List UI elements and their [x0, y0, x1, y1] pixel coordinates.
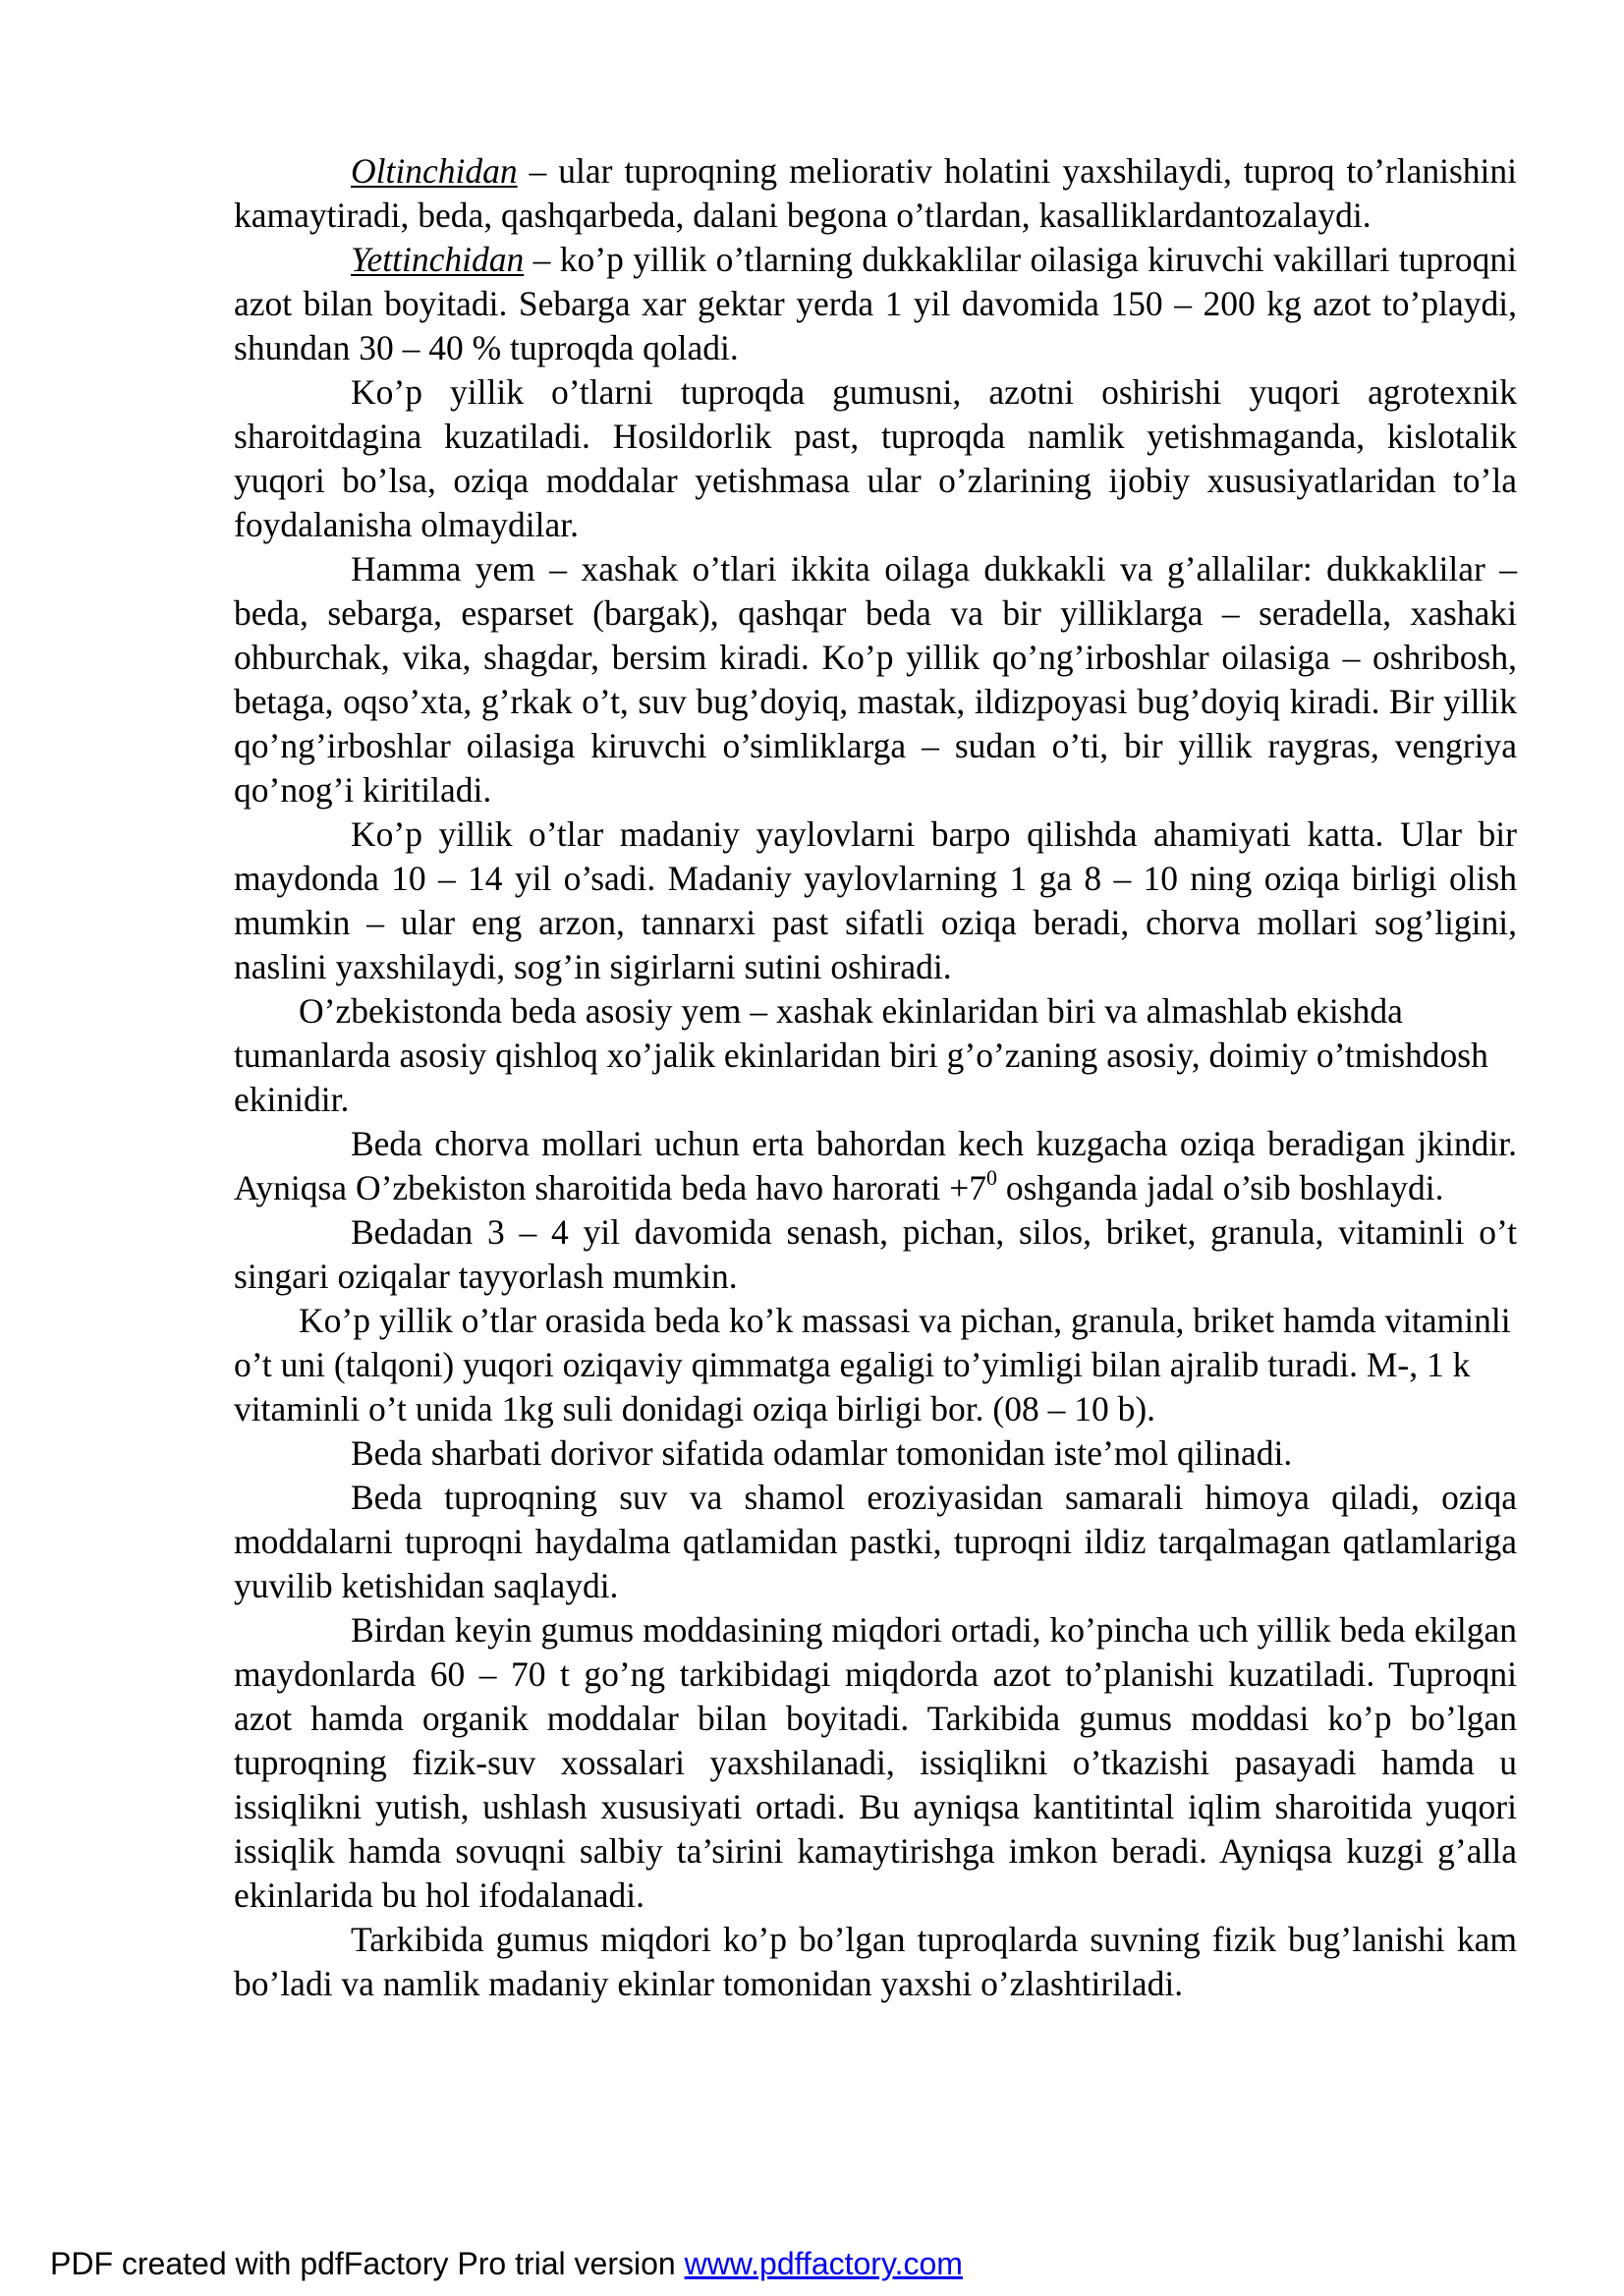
paragraph: Ko’p yillik o’tlar orasida beda ko’k massasi va pichan, granula, briket hamda vitaminli o’t uni (talqoni) yuqori oziqaviy qimmatga egaligi to’yimligi bilan ajralib turadi. M-, 1 k vitaminli o’t unida 1kg suli donidagi oziqa birligi bor. (08 – 10 b).	[234, 1301, 1511, 1428]
paragraph: Hamma yem – xashak o’tlari ikkita oilaga dukkakli va g’allalilar: dukkaklilar – beda, sebarga, esparset (bargak), qashqar beda va bir yilliklarga – seradella, xashaki ohburchak, vika, shagdar, bersim kiradi. Ko’p yillik qo’ng’irboshlar oilasiga – oshribosh, betaga, oqso’xta, g’rkak o’t, suv bug’doyiq, mastak, ildizpoyasi bug’doyiq kiradi. Bir yillik qo’ng’irboshlar oilasiga kiruvchi o’simliklarga – sudan o’ti, bir yillik raygras, vengriya qo’nog’i kiritiladi.	[234, 549, 1517, 810]
paragraph: Ko’p yillik o’tlar madaniy yaylovlarni barpo qilishda ahamiyati katta. Ular bir maydonda 10 – 14 yil o’sadi. Madaniy yaylovlarning 1 ga 8 – 10 ning oziqa birligi olish mumkin – ular eng arzon, tannarxi past sifatli oziqa beradi, chorva mollari sog’ligini, naslini yaxshilaydi, sog’in sigirlarni sutini oshiradi.	[234, 814, 1517, 986]
paragraph: Beda sharbati dorivor sifatida odamlar tomonidan iste’mol qilinadi.	[351, 1433, 1293, 1473]
paragraph: Beda tuproqning suv va shamol eroziyasidan samarali himoya qiladi, oziqa moddalarni tuproqni haydalma qatlamidan pastki, tuproqni ildiz tarqalmagan qatlamlariga yuvilib ketishidan saqlaydi.	[234, 1478, 1517, 1605]
paragraph-text: Beda chorva mollari uchun erta bahordan kech kuzgacha oziqa beradigan jkindir. Ayniqsa O’zbekiston sharoitida beda havo harorati +7	[234, 1124, 1517, 1207]
pdf-footer	[50, 2244, 963, 2283]
paragraph: Tarkibida gumus miqdori ko’p bo’lgan tuproqlarda suvning fizik bug’lanishi kam bo’ladi va namlik madaniy ekinlar tomonidan yaxshi o’zlashtiriladi.	[234, 1920, 1517, 2003]
footer-link[interactable]: www.pdffactory.com	[684, 2246, 963, 2281]
paragraph-text: – ko’p yillik o’tlarning dukkaklilar oilasiga kiruvchi vakillari tuproqni azot bilan boyitadi. Sebarga xar gektar yerda 1 yil davomida 150 – 200 kg azot to’playdi, shundan 30 – 40 % tuproqda qoladi.	[234, 240, 1517, 367]
superscript: 0	[986, 1165, 997, 1190]
paragraph: Bedadan 3 – 4 yil davomida senash, pichan, silos, briket, granula, vitaminli o’t singari oziqalar tayyorlash mumkin.	[234, 1212, 1517, 1296]
footer-text: PDF created with pdfFactory Pro trial version	[50, 2246, 685, 2281]
paragraph: O’zbekistonda beda asosiy yem – xashak ekinlaridan biri va almashlab ekishda tumanlarda asosiy qishloq xo’jalik ekinlaridan biri g’o’zaning asosiy, doimiy o’tmishdosh ekinidir.	[234, 991, 1488, 1119]
paragraph-yettinchidan	[234, 238, 1517, 370]
paragraph-text: oshganda jadal o’sib boshlaydi.	[997, 1168, 1444, 1207]
paragraph-oltinchidan	[234, 149, 1517, 238]
paragraph-lead-oltinchidan: Oltinchidan	[351, 151, 518, 191]
document-body	[234, 149, 1517, 2006]
paragraph: Birdan keyin gumus moddasining miqdori ortadi, ko’pincha uch yillik beda ekilgan maydonlarda 60 – 70 t go’ng tarkibidagi miqdorda azot to’planishi kuzatiladi. Tuproqni azot hamda organik moddalar bilan boyitadi. Tarkibida gumus moddasi ko’p bo’lgan tuproqning fizik-suv xossalari yaxshilanadi, issiqlikni o’tkazishi pasayadi hamda u issiqlikni yutish, ushlash xususiyati ortadi. Bu ayniqsa kantitintal iqlim sharoitida yuqori issiqlik hamda sovuqni salbiy ta’sirini kamaytirishga imkon beradi. Ayniqsa kuzgi g’alla ekinlarida bu hol ifodalanadi.	[234, 1610, 1517, 1915]
paragraph-temperature	[234, 1122, 1517, 1210]
paragraph-text: – ular tuproqning meliorativ holatini yaxshilaydi, tuproq to’rlanishini kamaytiradi, beda, qashqarbeda, dalani begona o’tlardan, kasalliklardantozalaydi.	[234, 151, 1517, 235]
paragraph: Ko’p yillik o’tlarni tuproqda gumusni, azotni oshirishi yuqori agrotexnik sharoitdagina kuzatiladi. Hosildorlik past, tuproqda namlik yetishmaganda, kislotalik yuqori bo’lsa, oziqa moddalar yetishmasa ular o’zlarining ijobiy xususiyatlaridan to’la foydalanisha olmaydilar.	[234, 372, 1517, 544]
paragraph-lead-yettinchidan: Yettinchidan	[351, 240, 525, 279]
